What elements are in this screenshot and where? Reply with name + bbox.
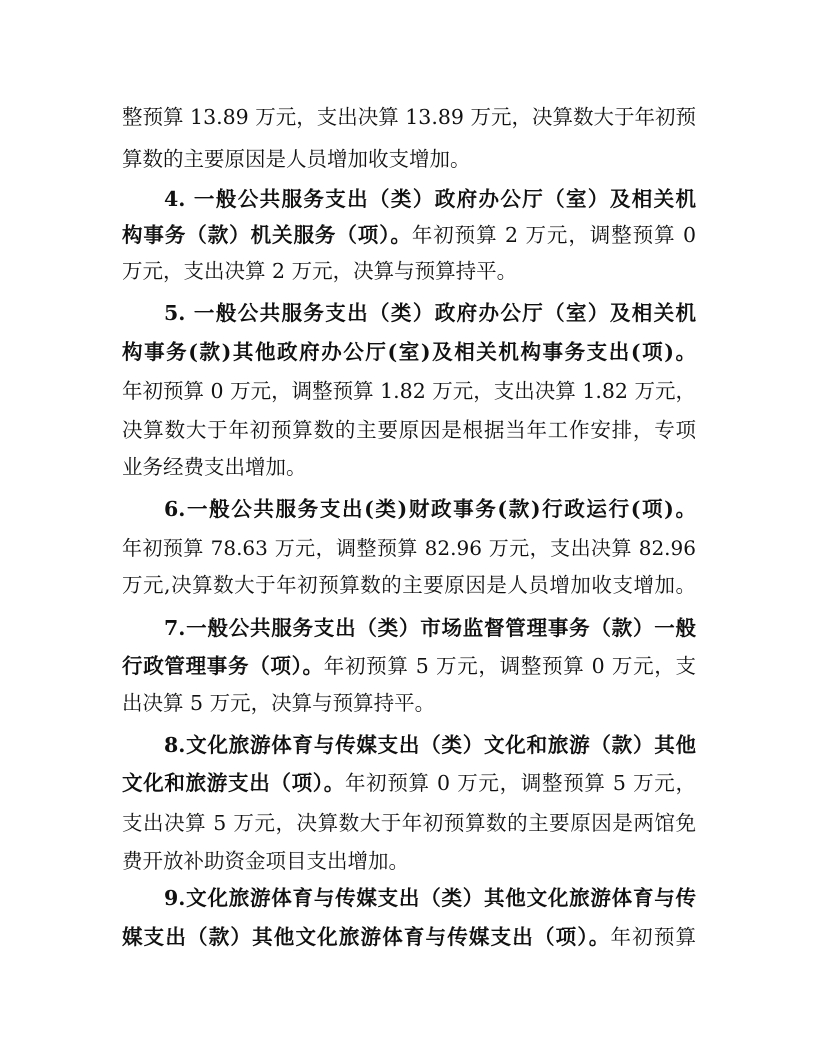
text-line	[122, 651, 696, 681]
text-line	[122, 337, 696, 367]
text-run: 整预算 13.89 万元，支出决算 13.89 万元，决算数大于年初预	[122, 105, 696, 129]
heading-run: 构事务(款)其他政府办公厅(室)及相关机构事务支出(项)。	[122, 340, 696, 364]
text-run: 年初预算 2 万元，调整预算 0	[411, 223, 696, 247]
heading-run: 文化和旅游支出（项）。	[122, 771, 345, 795]
text-line	[122, 922, 696, 952]
text-run: 算数的主要原因是人员增加收支增加。	[122, 147, 471, 171]
text-line	[122, 570, 696, 600]
text-line	[122, 688, 696, 718]
heading-run: 7.一般公共服务支出（类）市场监督管理事务（款）一般	[164, 616, 696, 640]
text-run: 费开放补助资金项目支出增加。	[122, 849, 409, 873]
text-run: 年初预算 5 万元，调整预算 0 万元，支	[323, 654, 696, 678]
text-line	[122, 256, 696, 286]
text-line	[122, 533, 696, 563]
heading-run: 行政管理事务（项）。	[122, 654, 324, 678]
text-line	[164, 494, 696, 524]
text-run: 年初预算	[610, 925, 696, 949]
text-line	[122, 102, 696, 132]
text-run: 业务经费支出增加。	[122, 455, 307, 479]
text-line	[122, 220, 696, 250]
text-line	[122, 846, 696, 876]
text-line	[122, 415, 696, 445]
text-line	[164, 184, 696, 214]
text-line	[122, 452, 696, 482]
heading-run: 6.一般公共服务支出(类)财政事务(款)行政运行(项)。	[164, 497, 696, 521]
text-run: 万元，支出决算 2 万元，决算与预算持平。	[122, 259, 518, 283]
text-line	[122, 808, 696, 838]
text-line	[164, 883, 696, 913]
heading-run: 4. 一般公共服务支出（类）政府办公厅（室）及相关机	[164, 187, 696, 211]
text-line	[164, 730, 696, 760]
text-run: 决算数大于年初预算数的主要原因是根据当年工作安排，专项	[122, 418, 696, 442]
text-line	[122, 768, 696, 798]
heading-run: 9.文化旅游体育与传媒支出（类）其他文化旅游体育与传	[164, 886, 696, 910]
heading-run: 5. 一般公共服务支出（类）政府办公厅（室）及相关机	[164, 301, 696, 325]
text-run: 出决算 5 万元，决算与预算持平。	[122, 691, 436, 715]
heading-run: 媒支出（款）其他文化旅游体育与传媒支出（项）。	[122, 925, 611, 949]
text-run: 万元,决算数大于年初预算数的主要原因是人员增加收支增加。	[122, 573, 696, 597]
heading-run: 8.文化旅游体育与传媒支出（类）文化和旅游（款）其他	[164, 733, 696, 757]
text-run: 年初预算 0 万元，调整预算 1.82 万元，支出决算 1.82 万元，	[122, 379, 696, 403]
text-run: 支出决算 5 万元，决算数大于年初预算数的主要原因是两馆免	[122, 811, 696, 835]
heading-run: 构事务（款）机关服务（项）。	[122, 223, 412, 247]
text-run: 年初预算 78.63 万元，调整预算 82.96 万元，支出决算 82.96	[122, 536, 696, 560]
text-line	[122, 144, 696, 174]
text-line	[164, 613, 696, 643]
text-line	[122, 376, 696, 406]
text-line	[164, 298, 696, 328]
text-run: 年初预算 0 万元，调整预算 5 万元，	[344, 771, 696, 795]
